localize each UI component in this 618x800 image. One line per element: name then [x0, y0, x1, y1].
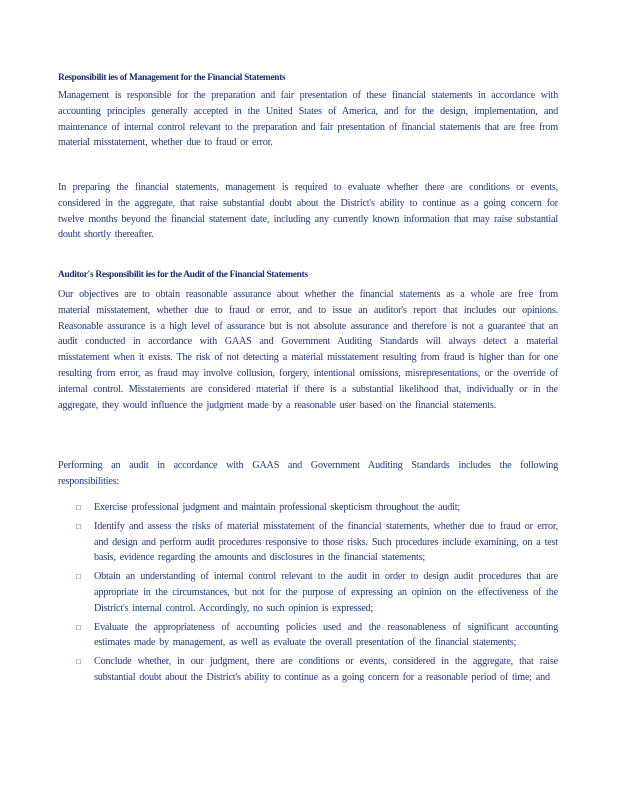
checkbox-bullet-icon: □ [76, 622, 81, 632]
checkbox-bullet-icon: □ [76, 503, 81, 512]
gaas-intro-paragraph: Performing an audit in accordance with GAAS and Government Auditing Standards includes the following responsibilities: [58, 460, 558, 487]
auditor-responsibilities-heading: Auditor's Responsibilit ies for the Audit of the Financial Statements [58, 270, 308, 280]
management-responsibilities-heading: Responsibilit ies of Management for the Financial Statements [58, 73, 286, 83]
checkbox-bullet-icon: □ [76, 657, 81, 667]
checkbox-bullet-icon: □ [76, 572, 81, 582]
audit-objectives-paragraph: Our objectives are to obtain reasonable assurance about whether the financial statements as a whole are free from material misstatement, whether due to fraud or error, and to issue an auditor's report that includes our opinions. Reasonable assurance is a high level of assurance but is not absolute assurance and therefore is not a guarantee that an audit conducted in accordance with GAAS and Government Auditing Standards will always detect a material misstatement when it exists. The risk of not detecting a material misstatement resulting from fraud is higher than for one resulting from error, as fraud may involve collusion, forgery, intentional omissions, misrepresentations, or the override of internal control. Misstatements are considered material if there is a substantial likelihood that, individually or in the aggregate, they would influence the judgment made by a reasonable user based on the financial statements. [58, 289, 558, 411]
list-item [76, 620, 558, 652]
responsibilities-list [76, 500, 558, 689]
list-item [76, 500, 558, 516]
list-item-text: Exercise professional judgment and maintain professional skepticism throughout the audit; [94, 502, 461, 513]
list-item-text: Conclude whether, in our judgment, there are conditions or events, considered in the aggregate, that raise substantial doubt about the District's ability to continue as a going concern for a reasonable period of time; and [94, 656, 558, 683]
list-item [76, 654, 558, 686]
list-item-text: Identify and assess the risks of material misstatement of the financial statements, whether due to fraud or error, and design and perform audit procedures responsive to those risks. Such procedures include examining, on a test basis, evidence regarding the amounts and disclosures in the financial statements; [94, 520, 558, 564]
going-concern-paragraph: In preparing the financial statements, management is required to evaluate whether there are conditions or events, considered in the aggregate, that raise substantial doubt about the District's ability to continue as a going concern for twelve months beyond the financial statement date, including any currently known information that may raise substantial doubt shortly thereafter. [58, 182, 558, 241]
checkbox-bullet-icon: □ [76, 521, 81, 531]
list-item [76, 569, 558, 616]
list-item-text: Evaluate the appropriateness of accounting policies used and the reasonableness of significant accounting estimates made by management, as well as evaluate the overall presentation of the financial statements; [94, 621, 558, 649]
list-item [76, 519, 558, 566]
list-item-text: Obtain an understanding of internal control relevant to the audit in order to design audit procedures that are appropriate in the circumstances, but not for the purpose of expressing an opinion on the effectiveness of the District's internal control. Accordingly, no such opinion is expressed; [94, 571, 558, 614]
management-responsibility-paragraph: Management is responsible for the preparation and fair presentation of these financial statements in accordance with accounting principles generally accepted in the United States of America, and for the design, implementation, and maintenance of internal control relevant to the preparation and fair presentation of financial statements that are free from material misstatement, whether due to fraud or error. [58, 90, 558, 149]
